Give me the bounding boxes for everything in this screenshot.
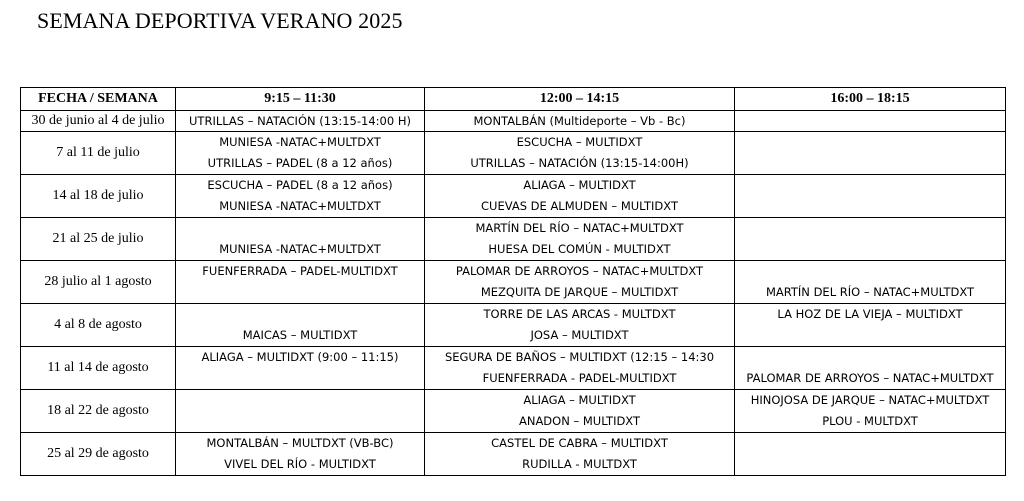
activity-line: MONTALBÁN (Multideporte – Vb - Bc) [473,114,686,128]
activity-line: UTRILLAS – PADEL (8 a 12 años) [207,156,393,170]
activity-line: PALOMAR DE ARROYOS – NATAC+MULTDXT [455,264,704,278]
activity-line: SEGURA DE BAÑOS – MULTIDXT (12:15 – 14:30 [444,350,715,364]
activity-cell-afternoon [735,347,1006,390]
table-row [21,261,1006,304]
activity-line: MARTÍN DEL RÍO – NATAC+MULTDXT [475,221,684,235]
week-cell: 18 al 22 de agosto [21,390,176,433]
header-fecha: FECHA / SEMANA [21,88,176,111]
activity-cell-afternoon [735,111,1006,132]
activity-line: MUNIESA -NATAC+MULTDXT [219,242,381,256]
activity-line [736,111,1004,131]
week-cell: 30 de junio al 4 de julio [21,111,176,132]
activity-cell-afternoon [735,175,1006,218]
week-cell: 14 al 18 de julio [21,175,176,218]
table-row [21,433,1006,476]
activity-cell-afternoon [735,132,1006,175]
activity-cell-morning [176,111,425,132]
activity-line [736,262,1004,282]
activity-line [736,176,1004,196]
table-row [21,111,1006,132]
week-cell: 21 al 25 de julio [21,218,176,261]
activity-cell-midday [425,261,735,304]
page-title: SEMANA DEPORTIVA VERANO 2025 [37,8,403,33]
table-row [21,347,1006,390]
activity-line [736,196,1004,216]
activity-line: UTRILLAS – NATACIÓN (13:15-14:00 H) [189,114,411,128]
activity-line [736,348,1004,368]
activity-line: MARTÍN DEL RÍO – NATAC+MULTDXT [765,285,975,299]
activity-line: ALIAGA – MULTIDXT [523,393,636,407]
table-row [21,175,1006,218]
activity-line [736,239,1004,259]
activity-line [177,282,423,302]
activity-cell-afternoon [735,304,1006,347]
activity-line: TORRE DE LAS ARCAS - MULTDXT [483,307,676,321]
activity-line: ANADON – MULTIDXT [518,414,641,428]
activity-line [736,219,1004,239]
table-row [21,390,1006,433]
activity-cell-afternoon [735,390,1006,433]
header-row [21,88,1006,111]
activity-cell-midday [425,347,735,390]
activity-line: PALOMAR DE ARROYOS – NATAC+MULTDXT [746,371,994,385]
activity-cell-midday [425,390,735,433]
activity-line [177,368,423,388]
activity-cell-morning [176,304,425,347]
activity-line [736,434,1004,454]
activity-cell-afternoon [735,261,1006,304]
activity-line: MUNIESA -NATAC+MULTDXT [219,199,381,213]
week-cell: 11 al 14 de agosto [21,347,176,390]
activity-line [736,153,1004,173]
activity-line: ESCUCHA – MULTIDXT [516,135,643,149]
week-cell: 28 julio al 1 agosto [21,261,176,304]
activity-line: CUEVAS DE ALMUDEN – MULTIDXT [481,199,678,213]
activity-line: UTRILLAS – NATACIÓN (13:15-14:00H) [470,156,689,170]
activity-line: MEZQUITA DE JARQUE – MULTIDXT [480,285,679,299]
activity-cell-midday [425,175,735,218]
activity-line: ALIAGA – MULTIDXT [523,178,636,192]
activity-cell-morning [176,175,425,218]
activity-cell-afternoon [735,218,1006,261]
activity-line: FUENFERRADA - PADEL-MULTIDXT [482,371,677,385]
schedule-table [20,87,1006,476]
activity-line: FUENFERRADA – PADEL-MULTIDXT [202,264,398,278]
header-slot-midday: 12:00 – 14:15 [425,88,735,111]
activity-cell-morning [176,132,425,175]
activity-cell-morning [176,390,425,433]
header-slot-afternoon: 16:00 – 18:15 [735,88,1006,111]
activity-line [736,133,1004,153]
activity-line: LA HOZ DE LA VIEJA – MULTIDXT [777,307,963,321]
week-cell: 7 al 11 de julio [21,132,176,175]
activity-line [177,219,423,239]
activity-line: MUNIESA -NATAC+MULTDXT [219,135,381,149]
activity-line [736,454,1004,474]
activity-cell-midday [425,218,735,261]
activity-line: MAICAS – MULTIDXT [242,328,358,342]
week-cell: 4 al 8 de agosto [21,304,176,347]
table-row [21,218,1006,261]
activity-line [736,325,1004,345]
activity-cell-afternoon [735,433,1006,476]
activity-cell-midday [425,132,735,175]
activity-line: PLOU - MULTDXT [822,414,918,428]
table-row [21,304,1006,347]
activity-line: MONTALBÁN – MULTDXT (VB-BC) [206,436,394,450]
activity-line [177,305,423,325]
activity-cell-midday [425,433,735,476]
activity-line: HINOJOSA DE JARQUE – NATAC+MULTDXT [750,393,990,407]
header-slot-morning: 9:15 – 11:30 [176,88,425,111]
activity-line [177,411,423,431]
activity-cell-morning [176,218,425,261]
activity-line: ESCUCHA – PADEL (8 a 12 años) [207,178,393,192]
activity-cell-midday [425,111,735,132]
activity-line: ALIAGA – MULTIDXT (9:00 – 11:15) [201,350,399,364]
activity-cell-morning [176,261,425,304]
activity-cell-morning [176,433,425,476]
activity-line: VIVEL DEL RÍO - MULTIDXT [224,457,376,471]
activity-line: CASTEL DE CABRA – MULTIDXT [491,436,668,450]
activity-line: RUDILLA - MULTDXT [522,457,637,471]
activity-line [177,391,423,411]
activity-line: JOSA – MULTIDXT [530,328,629,342]
activity-cell-midday [425,304,735,347]
table-row [21,132,1006,175]
activity-cell-morning [176,347,425,390]
activity-line: HUESA DEL COMÚN - MULTIDXT [488,242,671,256]
week-cell: 25 al 29 de agosto [21,433,176,476]
